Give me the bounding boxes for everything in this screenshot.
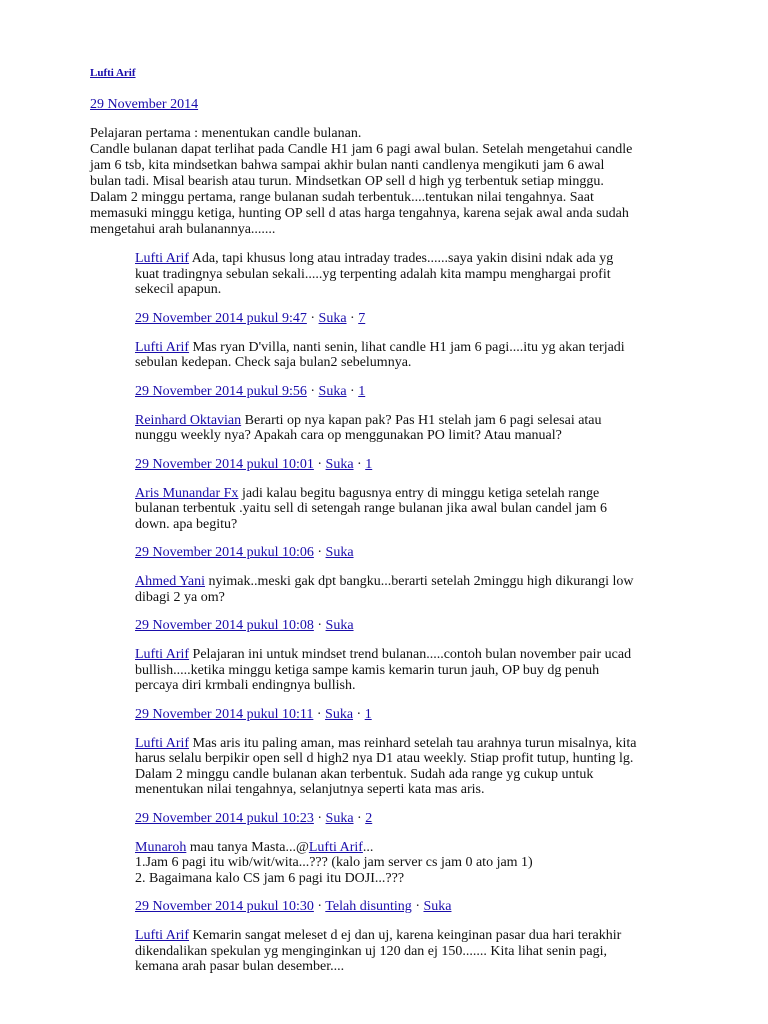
comment-text — [135, 486, 680, 533]
like-link[interactable]: Suka — [325, 706, 354, 722]
comment-timestamp-link[interactable]: 29 November 2014 pukul 9:47 — [135, 310, 307, 326]
comment-text-segment: Mas ryan D'villa, nanti senin, lihat candle H1 jam 6 pagi....itu yg akan terjadi — [189, 339, 625, 355]
like-count-link[interactable]: 1 — [358, 383, 366, 399]
comment-text-segment: Ada, tapi khusus long atau intraday trades......saya yakin disini ndak ada yg — [189, 251, 614, 266]
comment-meta — [135, 618, 680, 634]
comment-timestamp-link[interactable]: 29 November 2014 pukul 9:56 — [135, 383, 307, 399]
comment-text — [135, 340, 680, 371]
like-count-link[interactable]: 1 — [364, 706, 372, 722]
like-link[interactable]: Suka — [325, 618, 354, 633]
comment-text-segment: jadi kalau begitu bagusnya entry di minggu ketiga setelah range — [238, 485, 600, 501]
comment-timestamp-link[interactable]: 29 November 2014 pukul 10:01 — [135, 456, 314, 472]
comment-first-line — [135, 486, 680, 502]
separator: · — [313, 545, 326, 560]
separator: · — [313, 456, 326, 472]
comment-text-segment: Mas aris itu paling aman, mas reinhard setelah tau arahnya turun misalnya, kita — [189, 735, 637, 751]
comment-first-line — [135, 413, 680, 429]
comment-author-link[interactable]: Munaroh — [135, 839, 187, 855]
comment-timestamp-link[interactable]: 29 November 2014 pukul 10:30 — [135, 899, 314, 914]
comment — [135, 574, 680, 634]
comment — [135, 251, 680, 327]
separator: · — [353, 810, 366, 826]
comment-list — [90, 251, 680, 975]
separator: · — [313, 810, 326, 826]
comment-first-line — [135, 251, 680, 267]
comment-text — [135, 251, 680, 298]
comment-text — [135, 840, 680, 887]
post-body-line: Candle bulanan dapat terlihat pada Candle H1 jam 6 pagi awal bulan. Setelah mengetahui candle — [90, 142, 633, 157]
comment-first-line — [135, 574, 680, 590]
edited-link[interactable]: Telah disunting — [325, 899, 412, 914]
like-link[interactable]: Suka — [318, 310, 347, 326]
comment-meta — [135, 811, 680, 827]
comment — [135, 340, 680, 400]
comment-line: kemana arah pasar bulan desember.... — [135, 959, 345, 974]
comment-author-link[interactable]: Lufti Arif — [135, 251, 190, 266]
like-count-link[interactable]: 7 — [358, 310, 366, 326]
separator: · — [306, 310, 319, 326]
comment-first-line — [135, 340, 680, 356]
comment-line: bulanan terbentuk .yaitu sell di setengah range bulanan jika awal bulan candel jam 6 — [135, 501, 607, 516]
facebook-note-page — [90, 66, 690, 975]
separator: · — [313, 899, 326, 914]
comment-text-segment: Kemarin sangat meleset d ej dan uj, karena keinginan pasar dua hari terakhir — [189, 928, 622, 943]
comment-line: sebulan kedepan. Check saja bulan2 sebelumnya. — [135, 355, 412, 370]
comment-text — [135, 647, 680, 694]
comment-first-line — [135, 736, 680, 752]
comment-line: sekecil apapun. — [135, 282, 222, 297]
comment-first-line — [135, 647, 680, 663]
comment-author-link[interactable]: Aris Munandar Fx — [135, 485, 239, 501]
separator: · — [346, 383, 359, 399]
post-author — [90, 66, 690, 80]
post-body-line: Dalam 2 minggu pertama, range bulanan sudah terbentuk....tentukan nilai tengahnya. Saat — [90, 190, 594, 205]
mention-link[interactable]: Lufti Arif — [308, 839, 363, 855]
comment-author-link[interactable]: Lufti Arif — [135, 339, 190, 355]
like-count-link[interactable]: 1 — [365, 456, 373, 472]
post-body-line: jam 6 tsb, kita mindsetkan bahwa sampai akhir bulan nanti candlenya mengikuti jam 6 awal — [90, 158, 605, 173]
comment-line: percaya diri krmbali endingnya bullish. — [135, 678, 356, 693]
like-link[interactable]: Suka — [325, 810, 354, 826]
post-body-line: memasuki minggu ketiga, hunting OP sell d atas harga tengahnya, karena sejak awal anda sudah — [90, 206, 629, 221]
like-link[interactable]: Suka — [325, 456, 354, 472]
post-date — [90, 97, 690, 113]
comment-meta — [135, 457, 680, 473]
comment-line: nunggu weekly nya? Apakah cara op menggunakan PO limit? Atau manual? — [135, 428, 562, 443]
comment-meta — [135, 545, 680, 561]
post-date-link[interactable]: 29 November 2014 — [90, 97, 199, 112]
separator: · — [353, 456, 366, 472]
comment-timestamp-link[interactable]: 29 November 2014 pukul 10:11 — [135, 706, 314, 722]
comment — [135, 486, 680, 562]
like-link[interactable]: Suka — [318, 383, 347, 399]
comment-line: harus selalu berpikir open sell d high2 nya D1 atau weekly. Stiap profit tutup, hunting lg. — [135, 751, 634, 766]
comment — [135, 413, 680, 473]
comment-timestamp-link[interactable]: 29 November 2014 pukul 10:06 — [135, 545, 314, 560]
comment-text-segment: ... — [362, 839, 374, 855]
separator: · — [306, 383, 319, 399]
comment-author-link[interactable]: Ahmed Yani — [135, 574, 206, 589]
comment-text-segment: Pelajaran ini untuk mindset trend bulanan.....contoh bulan november pair ucad — [189, 647, 632, 662]
comment-text-segment: mau tanya Masta...@ — [186, 839, 309, 855]
comment-line: bullish.....ketika minggu ketiga sampe kamis kemarin turun jauh, OP buy dg penuh — [135, 662, 600, 678]
post-body — [90, 126, 690, 238]
comment-line: 2. Bagaimana kalo CS jam 6 pagi itu DOJI...??? — [135, 870, 405, 886]
comment-line: dibagi 2 ya om? — [135, 589, 225, 605]
comment-line: dikendalikan spekulan yg menginginkan uj 120 dan ej 150....... Kita lihat senin pagi, — [135, 943, 608, 959]
comment-first-line — [135, 928, 680, 944]
comment — [135, 736, 680, 827]
comment-text — [135, 928, 680, 975]
comment-timestamp-link[interactable]: 29 November 2014 pukul 10:23 — [135, 810, 314, 826]
comment-meta — [135, 311, 680, 327]
comment-text-segment: nyimak..meski gak dpt bangku...berarti setelah 2minggu high dikurangi low — [205, 574, 634, 589]
post-body-line: Pelajaran pertama : menentukan candle bulanan. — [90, 126, 362, 141]
comment-author-link[interactable]: Lufti Arif — [135, 735, 190, 751]
comment-meta — [135, 707, 680, 723]
comment-text — [135, 413, 680, 444]
like-count-link[interactable]: 2 — [365, 810, 373, 826]
comment-line: 1.Jam 6 pagi itu wib/wit/wita...??? (kalo jam server cs jam 0 ato jam 1) — [135, 855, 533, 870]
post-body-line: mengetahui arah bulanannya....... — [90, 222, 276, 237]
separator: · — [353, 706, 365, 722]
comment-author-link[interactable]: Lufti Arif — [135, 647, 190, 662]
comment-author-link[interactable]: Reinhard Oktavian — [135, 412, 242, 428]
comment — [135, 928, 680, 975]
comment-author-link[interactable]: Lufti Arif — [135, 928, 190, 943]
comment-first-line — [135, 840, 680, 856]
comment-text — [135, 736, 680, 798]
comment-timestamp-link[interactable]: 29 November 2014 pukul 10:08 — [135, 618, 314, 633]
comment-line: Dalam 2 minggu candle bulanan akan terbentuk. Sudah ada range yg cukup untuk — [135, 766, 594, 782]
separator: · — [313, 706, 326, 722]
comment-line: menentukan nilai tengahnya, selanjutnya seperti kata mas aris. — [135, 782, 485, 797]
like-link[interactable]: Suka — [423, 899, 452, 914]
comment-meta — [135, 384, 680, 400]
separator: · — [346, 310, 359, 326]
comment-line: kuat tradingnya sebulan sekali.....yg terpenting adalah kita mampu menghargai profit — [135, 266, 611, 282]
like-link[interactable]: Suka — [325, 545, 354, 560]
comment-text — [135, 574, 680, 605]
comment — [135, 647, 680, 723]
comment-meta — [135, 899, 680, 915]
comment — [135, 840, 680, 916]
separator: · — [411, 899, 424, 914]
post-author-link[interactable]: Lufti Arif — [90, 67, 136, 79]
post-body-line: bulan tadi. Misal bearish atau turun. Mindsetkan OP sell d high yg terbentuk setiap minggu. — [90, 174, 604, 189]
comment-text-segment: Berarti op nya kapan pak? Pas H1 stelah jam 6 pagi selesai atau — [241, 412, 602, 428]
comment-line: down. apa begitu? — [135, 516, 238, 532]
separator: · — [313, 618, 326, 633]
